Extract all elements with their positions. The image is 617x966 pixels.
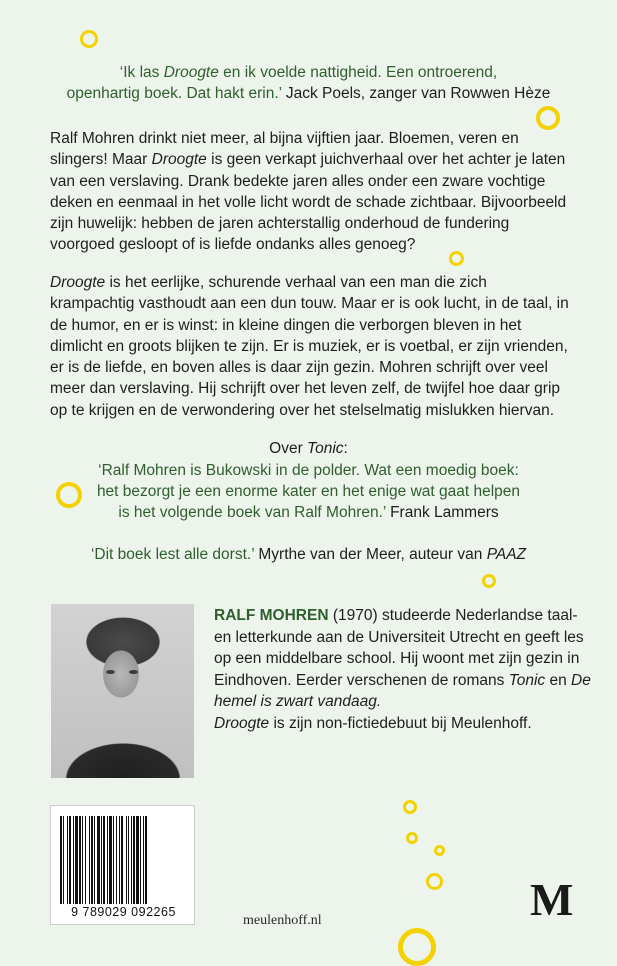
header-text: : — [343, 440, 348, 457]
barcode-bar — [101, 816, 102, 904]
barcode-bar — [126, 816, 127, 904]
author-photo — [51, 604, 194, 778]
quote-dorst — [20, 544, 597, 565]
bubble-decoration — [536, 106, 560, 130]
bio-text: is zijn non-fictiedebuut bij Meulenhoff. — [269, 714, 532, 732]
book-title: Tonic — [307, 440, 344, 457]
isbn-number: 9 789029 092265 — [71, 905, 176, 919]
quote-droogte — [40, 62, 577, 104]
bubble-decoration — [434, 845, 445, 856]
paragraph-text: Ralf Mohren drinkt niet meer, al bijna vijftien jaar. Bloemen, veren en slingers! Maar — [50, 130, 519, 169]
paragraph-text: is geen verkapt juichverhaal over het achter je laten van een verslaving. Drank bedekte jaren alles onder een zware vochtige deken en eenmaal in het volle licht wordt de schade zichtbaar. Bijvoorbeeld zijn huwelijk: hebben de jaren achterstallig onderhoud de fundering voorgoed gesloopt of is liefde ondanks alles genoeg? — [50, 151, 567, 254]
barcode-bars — [60, 816, 187, 904]
bubble-decoration — [482, 574, 496, 588]
barcode-bar — [67, 816, 68, 904]
bio-text: (1970) studeerde Nederlandse taal- en letterkunde aan de Universiteit Utrecht en geeft les op een middelbare school. Hij woont met zijn gezin in Eindhoven. Eerder verschenen de romans — [214, 607, 584, 689]
barcode-bar — [107, 816, 108, 904]
bubble-decoration — [403, 800, 417, 814]
barcode-bar — [79, 816, 81, 904]
barcode-bar — [133, 816, 135, 904]
barcode-bar — [85, 816, 86, 904]
barcode — [50, 805, 195, 925]
quote-attribution: Jack Poels, zanger van Rowwen Hèze — [285, 85, 551, 102]
blurb-paragraph-2 — [50, 272, 572, 421]
book-title: Droogte — [214, 714, 270, 732]
bubble-decoration — [406, 832, 418, 844]
quote-tonic — [60, 460, 557, 523]
photo-eye-left — [106, 670, 115, 674]
barcode-bar — [131, 816, 132, 904]
bubble-decoration — [80, 30, 98, 48]
quote-text: en ik voelde nattigheid. Een ontroerend, — [218, 64, 498, 81]
book-title: Droogte — [50, 274, 106, 291]
bio-text: en — [545, 671, 572, 689]
barcode-bar — [97, 816, 100, 904]
author-bio — [214, 605, 594, 734]
book-title: PAAZ — [486, 546, 527, 563]
quote-attribution: Myrthe van der Meer, auteur van — [258, 546, 487, 563]
barcode-bar — [91, 816, 93, 904]
quote-line: is het volgende boek van Ralf Mohren.’ — [118, 504, 386, 521]
book-title: Tonic — [508, 671, 546, 689]
quote-line: het bezorgt je een enorme kater en het enige wat gaat helpen — [96, 483, 521, 500]
barcode-bar — [63, 816, 64, 904]
barcode-bar — [128, 816, 129, 904]
barcode-bar — [136, 816, 139, 904]
quote-line: ‘Ralf Mohren is Bukowski in de polder. Wat een moedig boek: — [98, 462, 519, 479]
barcode-bar — [73, 816, 74, 904]
barcode-bar — [140, 816, 141, 904]
barcode-bar — [60, 816, 62, 904]
barcode-bar — [103, 816, 105, 904]
quote-text: openhartig boek. Dat hakt erin.’ — [66, 85, 282, 102]
book-title: Droogte — [151, 151, 207, 169]
barcode-bar — [109, 816, 112, 904]
publisher-logo: M — [530, 874, 574, 925]
quote-attribution: Frank Lammers — [390, 504, 499, 521]
quote-text: ‘Dit boek lest alle dorst.’ — [90, 546, 255, 563]
barcode-bar — [69, 816, 71, 904]
barcode-bar — [143, 816, 144, 904]
quote-text: ‘Ik las — [119, 64, 164, 81]
paragraph-text: is het eerlijke, schurende verhaal van een man die zich krampachtig vasthoudt aan een dun touw. Maar er is ook lucht, in de taal, in de humor, en er is winst: in kleine dingen die verborgen bleven in het dimlicht en groots blijken te zijn. Er is muziek, er is voetbal, er zijn vrienden, er is de liefde, en boven alles is daar zijn gezin. Mohren schrijft over veel meer dan verslaving. Hij schrijft over het leven zelf, de twijfel hoe daar grip op te krijgen en de verwondering over het stelselmatig mislukken hiervan. — [50, 274, 569, 419]
barcode-bar — [145, 816, 147, 904]
barcode-bar — [89, 816, 90, 904]
photo-eye-right — [129, 670, 138, 674]
barcode-bar — [121, 816, 123, 904]
book-title: Droogte — [163, 64, 219, 81]
blurb-paragraph-1 — [50, 128, 572, 256]
tonic-header — [0, 438, 617, 459]
barcode-bar — [119, 816, 120, 904]
barcode-bar — [94, 816, 95, 904]
barcode-bar — [82, 816, 83, 904]
bubble-decoration — [426, 873, 443, 890]
barcode-bar — [113, 816, 114, 904]
barcode-bar — [116, 816, 117, 904]
bubble-decoration — [398, 928, 436, 966]
header-text: Over — [269, 440, 308, 457]
book-title: De hemel is zwart vandaag. — [214, 671, 591, 710]
author-name: RALF MOHREN — [214, 607, 329, 624]
publisher-website: meulenhoff.nl — [243, 913, 322, 928]
barcode-bar — [75, 816, 78, 904]
